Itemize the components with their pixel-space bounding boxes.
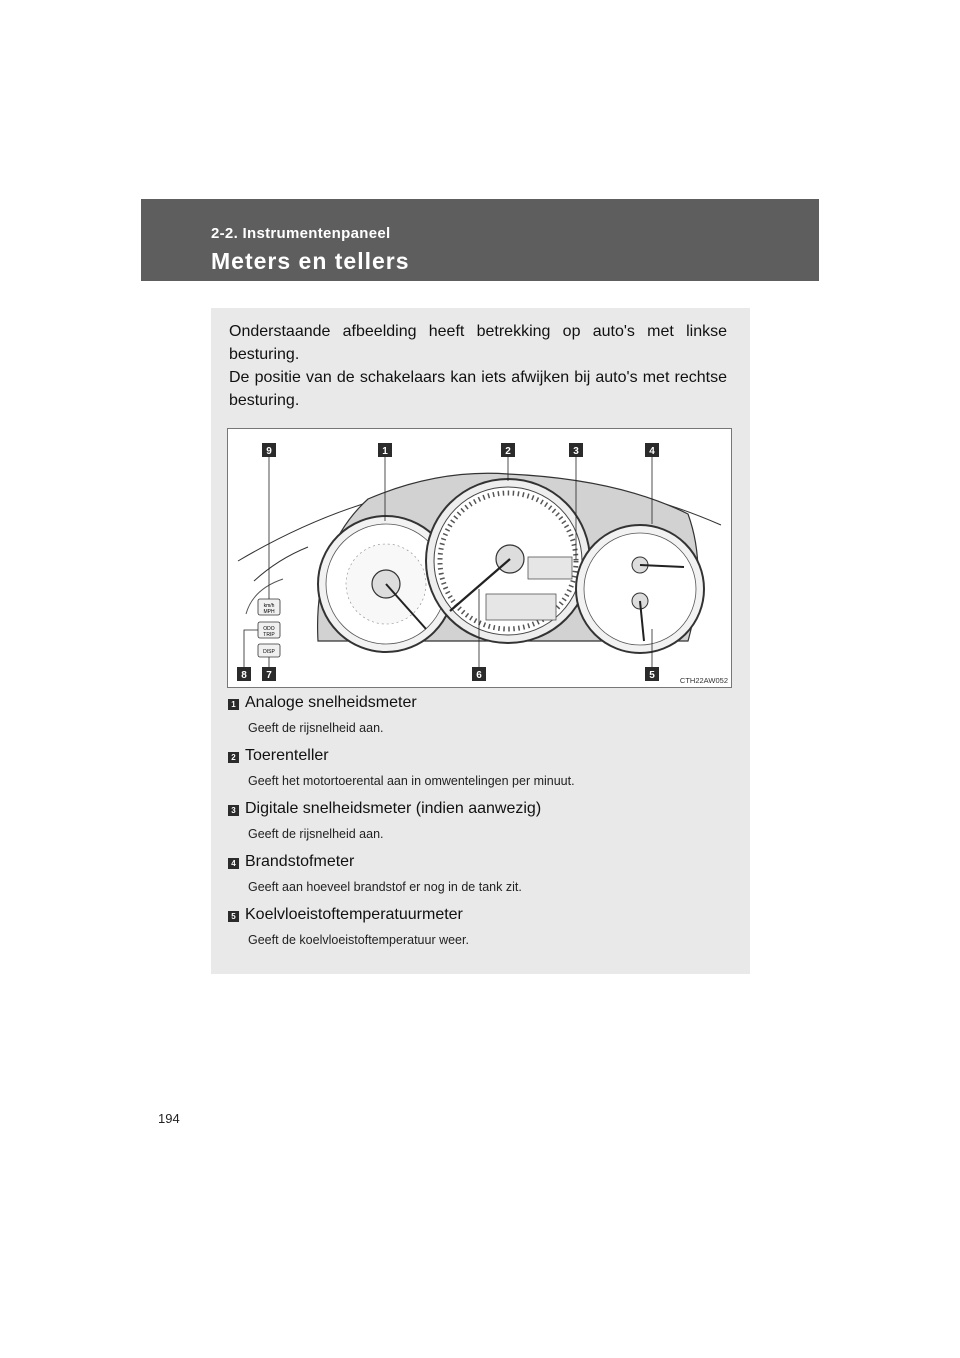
- svg-text:5: 5: [649, 670, 655, 681]
- intro-paragraph-2: De positie van de schakelaars kan iets afwijken bij auto's met rechtse besturing.: [229, 369, 727, 409]
- legend-list: [228, 694, 733, 959]
- instrument-cluster-illustration: [228, 429, 731, 687]
- svg-text:6: 6: [476, 670, 482, 681]
- legend-term: Toerenteller: [245, 747, 329, 764]
- svg-text:MPH: MPH: [263, 609, 275, 615]
- legend-term: Analoge snelheidsmeter: [245, 694, 417, 711]
- svg-text:8: 8: [241, 670, 247, 681]
- svg-text:km/h: km/h: [263, 603, 275, 609]
- legend-number: 2: [228, 752, 239, 763]
- legend-description: Geeft de rijsnelheid aan.: [248, 827, 384, 841]
- legend-term: Koelvloeistoftemperatuurmeter: [245, 906, 463, 923]
- svg-text:ODO: ODO: [263, 626, 275, 632]
- content-panel: [211, 308, 750, 974]
- legend-number: 5: [228, 911, 239, 922]
- legend-description: Geeft de rijsnelheid aan.: [248, 721, 384, 735]
- legend-item: [228, 853, 733, 906]
- figure-code: CTH22AW052: [679, 676, 728, 685]
- chapter-header-band: [141, 199, 819, 281]
- svg-text:4: 4: [649, 446, 655, 457]
- legend-item: [228, 747, 733, 800]
- svg-text:TRIP: TRIP: [263, 632, 275, 638]
- fuel-temperature-gauge: [576, 525, 704, 653]
- tachometer-gauge: [426, 479, 590, 643]
- svg-text:2: 2: [505, 446, 511, 457]
- svg-text:1: 1: [382, 446, 388, 457]
- legend-description: Geeft het motortoerental aan in omwentelingen per minuut.: [248, 774, 575, 788]
- legend-number: 1: [228, 699, 239, 710]
- instrument-cluster-figure: [227, 428, 732, 688]
- page-number: 194: [158, 1111, 180, 1126]
- legend-item: [228, 906, 733, 959]
- svg-text:9: 9: [266, 446, 272, 457]
- legend-description: Geeft de koelvloeistoftemperatuur weer.: [248, 933, 469, 947]
- legend-term: Brandstofmeter: [245, 853, 355, 870]
- svg-text:3: 3: [573, 446, 579, 457]
- svg-text:7: 7: [266, 670, 272, 681]
- legend-item: [228, 800, 733, 853]
- intro-text: [229, 320, 727, 412]
- legend-item: [228, 694, 733, 747]
- intro-paragraph-1: Onderstaande afbeelding heeft betrekking op auto's met linkse besturing.: [229, 323, 727, 363]
- page-heading: Meters en tellers: [211, 248, 410, 274]
- svg-text:DISP: DISP: [263, 649, 275, 655]
- meter-control-buttons: [258, 599, 280, 657]
- legend-term: Digitale snelheidsmeter (indien aanwezig): [245, 800, 542, 817]
- legend-number: 3: [228, 805, 239, 816]
- legend-description: Geeft aan hoeveel brandstof er nog in de tank zit.: [248, 880, 522, 894]
- section-title: 2-2. Instrumentenpaneel: [211, 225, 391, 242]
- legend-number: 4: [228, 858, 239, 869]
